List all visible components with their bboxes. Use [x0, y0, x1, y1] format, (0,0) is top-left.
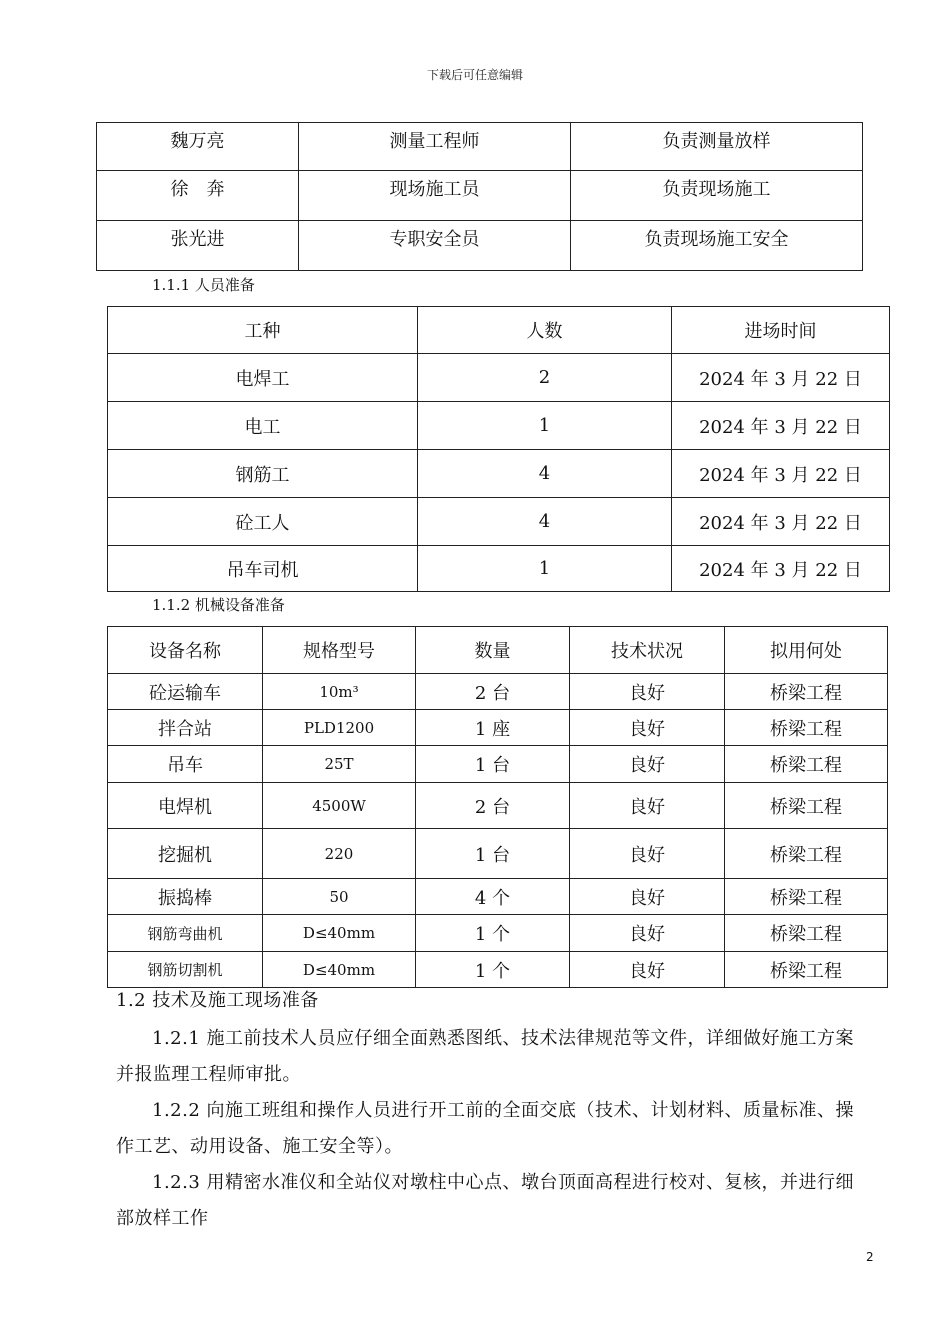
table-cell: 桥梁工程: [725, 879, 888, 915]
header-note: 下载后可任意编辑: [426, 68, 523, 82]
table-cell: 专职安全员: [299, 221, 571, 271]
paragraph-line: 1.2.1 施工前技术人员应仔细全面熟悉图纸、技术法律规范等文件，详细做好施工方案: [152, 1028, 855, 1049]
column-header: 工种: [108, 307, 418, 354]
table-cell: 电工: [108, 402, 418, 450]
table-cell: 良好: [570, 783, 725, 829]
column-header: 拟用何处: [725, 627, 888, 674]
table-cell: 1 座: [416, 710, 570, 746]
table-cell: 现场施工员: [299, 171, 571, 221]
table-cell: 良好: [570, 879, 725, 915]
table-cell: 1: [418, 546, 672, 592]
table-cell: 吊车司机: [108, 546, 418, 592]
table-cell: 桥梁工程: [725, 710, 888, 746]
table-cell: 魏万亮: [97, 123, 299, 171]
table-cell: 桥梁工程: [725, 952, 888, 988]
table-cell: D≤40mm: [263, 952, 416, 988]
column-header: 人数: [418, 307, 672, 354]
table-cell: 50: [263, 879, 416, 915]
table-row: [108, 546, 890, 592]
table-cell: 良好: [570, 829, 725, 879]
table-cell: 砼运输车: [108, 674, 263, 710]
table-cell: 4: [418, 498, 672, 546]
column-header: 技术状况: [570, 627, 725, 674]
table-cell: 桥梁工程: [725, 746, 888, 783]
paragraph-line: 1.2.3 用精密水准仪和全站仪对墩柱中心点、墩台顶面高程进行校对、复核，并进行细: [152, 1172, 855, 1193]
table-row: [97, 221, 863, 271]
table-row: [108, 450, 890, 498]
table-cell: 2024 年 3 月 22 日: [672, 402, 890, 450]
table-cell: 徐 奔: [97, 171, 299, 221]
table-cell: 1 个: [416, 915, 570, 952]
table-cell: 4500W: [263, 783, 416, 829]
table-cell: 2 台: [416, 783, 570, 829]
paragraph-line: 部放样工作: [116, 1208, 209, 1229]
table-cell: 桥梁工程: [725, 915, 888, 952]
table-cell: 负责现场施工: [571, 171, 863, 221]
table-cell: 良好: [570, 674, 725, 710]
table-cell: 4: [418, 450, 672, 498]
table-header-row: [108, 627, 888, 674]
table-cell: 良好: [570, 952, 725, 988]
table-cell: 2024 年 3 月 22 日: [672, 354, 890, 402]
table-cell: 钢筋切割机: [108, 952, 263, 988]
table-row: [97, 123, 863, 171]
table-row: [97, 171, 863, 221]
table-cell: 4 个: [416, 879, 570, 915]
staff-table: [96, 122, 863, 271]
table-cell: 2 台: [416, 674, 570, 710]
table-cell: 10m³: [263, 674, 416, 710]
table-header-row: [108, 307, 890, 354]
column-header: 设备名称: [108, 627, 263, 674]
section-heading-technical: 1.2 技术及施工现场准备: [116, 990, 319, 1011]
table-cell: D≤40mm: [263, 915, 416, 952]
table-cell: PLD1200: [263, 710, 416, 746]
table-cell: 桥梁工程: [725, 674, 888, 710]
table-row: [108, 402, 890, 450]
table-cell: 220: [263, 829, 416, 879]
column-header: 数量: [416, 627, 570, 674]
table-cell: 良好: [570, 746, 725, 783]
table-row: [108, 354, 890, 402]
page-number: 2: [866, 1250, 874, 1264]
table-cell: 钢筋工: [108, 450, 418, 498]
table-cell: 电焊机: [108, 783, 263, 829]
section-heading-equipment: 1.1.2 机械设备准备: [152, 596, 285, 614]
paragraph-line: 1.2.2 向施工班组和操作人员进行开工前的全面交底（技术、计划材料、质量标准、操: [152, 1100, 855, 1121]
personnel-table: [107, 306, 890, 592]
column-header: 规格型号: [263, 627, 416, 674]
table-row: [108, 879, 888, 915]
table-row: [108, 915, 888, 952]
table-row: [108, 746, 888, 783]
table-cell: 电焊工: [108, 354, 418, 402]
table-cell: 2024 年 3 月 22 日: [672, 546, 890, 592]
table-cell: 25T: [263, 746, 416, 783]
table-cell: 负责现场施工安全: [571, 221, 863, 271]
table-cell: 吊车: [108, 746, 263, 783]
table-cell: 良好: [570, 710, 725, 746]
table-row: [108, 498, 890, 546]
table-cell: 挖掘机: [108, 829, 263, 879]
paragraph-line: 并报监理工程师审批。: [116, 1064, 301, 1085]
equipment-table: [107, 626, 888, 988]
table-cell: 1: [418, 402, 672, 450]
table-cell: 桥梁工程: [725, 783, 888, 829]
table-row: [108, 829, 888, 879]
table-cell: 良好: [570, 915, 725, 952]
table-cell: 2024 年 3 月 22 日: [672, 498, 890, 546]
table-cell: 砼工人: [108, 498, 418, 546]
table-cell: 钢筋弯曲机: [108, 915, 263, 952]
table-row: [108, 674, 888, 710]
table-cell: 2024 年 3 月 22 日: [672, 450, 890, 498]
table-cell: 桥梁工程: [725, 829, 888, 879]
table-cell: 负责测量放样: [571, 123, 863, 171]
table-cell: 1 个: [416, 952, 570, 988]
table-cell: 振捣棒: [108, 879, 263, 915]
table-row: [108, 783, 888, 829]
table-cell: 张光进: [97, 221, 299, 271]
table-cell: 2: [418, 354, 672, 402]
table-cell: 1 台: [416, 746, 570, 783]
table-cell: 测量工程师: [299, 123, 571, 171]
section-heading-personnel: 1.1.1 人员准备: [152, 276, 255, 294]
column-header: 进场时间: [672, 307, 890, 354]
paragraph-line: 作工艺、动用设备、施工安全等）。: [116, 1136, 403, 1157]
table-cell: 1 台: [416, 829, 570, 879]
table-cell: 拌合站: [108, 710, 263, 746]
table-row: [108, 710, 888, 746]
